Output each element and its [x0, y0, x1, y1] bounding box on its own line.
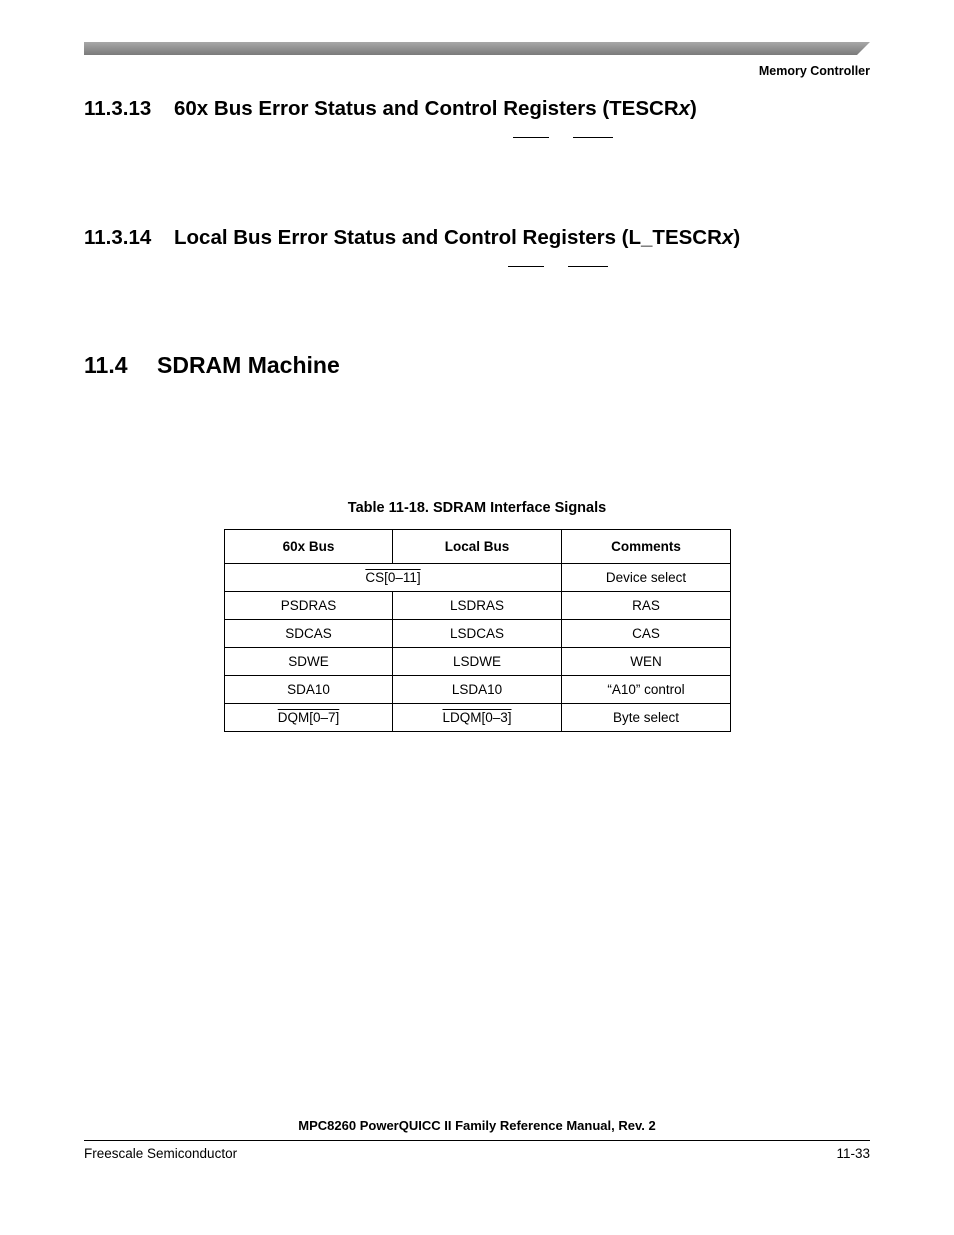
- table-cell: SDA10: [225, 676, 393, 704]
- header-bar-graphic: [84, 42, 870, 55]
- table-cell: [225, 564, 562, 592]
- section-title: 60x Bus Error Status and Control Registers (TESCR: [174, 97, 679, 120]
- table-cell: [225, 704, 393, 732]
- section-title: SDRAM Machine: [157, 352, 340, 378]
- table-cell: LSDRAS: [393, 592, 562, 620]
- table-header-row: [225, 530, 731, 564]
- table-cell: SDWE: [225, 648, 393, 676]
- page-number: 11-33: [836, 1146, 870, 1161]
- section-heading-11-3-13: [84, 97, 697, 121]
- table-cell: Device select: [562, 564, 731, 592]
- table-cell: SDCAS: [225, 620, 393, 648]
- section-number: 11.3.13: [84, 97, 152, 120]
- section-title-end: ): [690, 97, 697, 120]
- table-cell: [393, 704, 562, 732]
- overbar-mark: [508, 266, 544, 267]
- table-cell: CAS: [562, 620, 731, 648]
- table-caption: Table 11-18. SDRAM Interface Signals: [347, 500, 607, 516]
- overbar-mark: [573, 137, 613, 138]
- table-row: [225, 592, 731, 620]
- signal-ldqm: LDQM[0–3]: [442, 710, 512, 725]
- table-cell: LSDWE: [393, 648, 562, 676]
- table-cell: WEN: [562, 648, 731, 676]
- overbar-mark: [513, 137, 549, 138]
- section-heading-11-4: [84, 352, 340, 379]
- header-bar: [84, 42, 870, 55]
- column-header: Comments: [562, 530, 731, 564]
- table-cell: “A10” control: [562, 676, 731, 704]
- table-row: [225, 676, 731, 704]
- section-heading-11-3-14: [84, 226, 740, 250]
- table-row: [225, 564, 731, 592]
- column-header: Local Bus: [393, 530, 562, 564]
- sdram-signals-table: [224, 529, 731, 732]
- section-title-italic: x: [721, 226, 734, 249]
- overbar-mark: [568, 266, 608, 267]
- section-title: Local Bus Error Status and Control Registers (L_TESCR: [174, 226, 722, 249]
- running-title: Memory Controller: [758, 64, 870, 78]
- table-row: [225, 620, 731, 648]
- signal-cs: CS[0–11]: [365, 570, 421, 585]
- table-cell: LSDCAS: [393, 620, 562, 648]
- table-cell: RAS: [562, 592, 731, 620]
- table-cell: PSDRAS: [225, 592, 393, 620]
- table-row: [225, 704, 731, 732]
- table-cell: LSDA10: [393, 676, 562, 704]
- section-title-end: ): [733, 226, 741, 249]
- footer-divider: [84, 1140, 870, 1141]
- section-number: 11.4: [84, 352, 128, 378]
- section-title-italic: x: [678, 97, 691, 120]
- table-cell: Byte select: [562, 704, 731, 732]
- footer-company: Freescale Semiconductor: [84, 1146, 238, 1161]
- table-row: [225, 648, 731, 676]
- footer-manual-title: MPC8260 PowerQUICC II Family Reference Manual, Rev. 2: [298, 1118, 656, 1133]
- signal-dqm: DQM[0–7]: [277, 710, 340, 725]
- column-header: 60x Bus: [225, 530, 393, 564]
- section-number: 11.3.14: [84, 226, 152, 249]
